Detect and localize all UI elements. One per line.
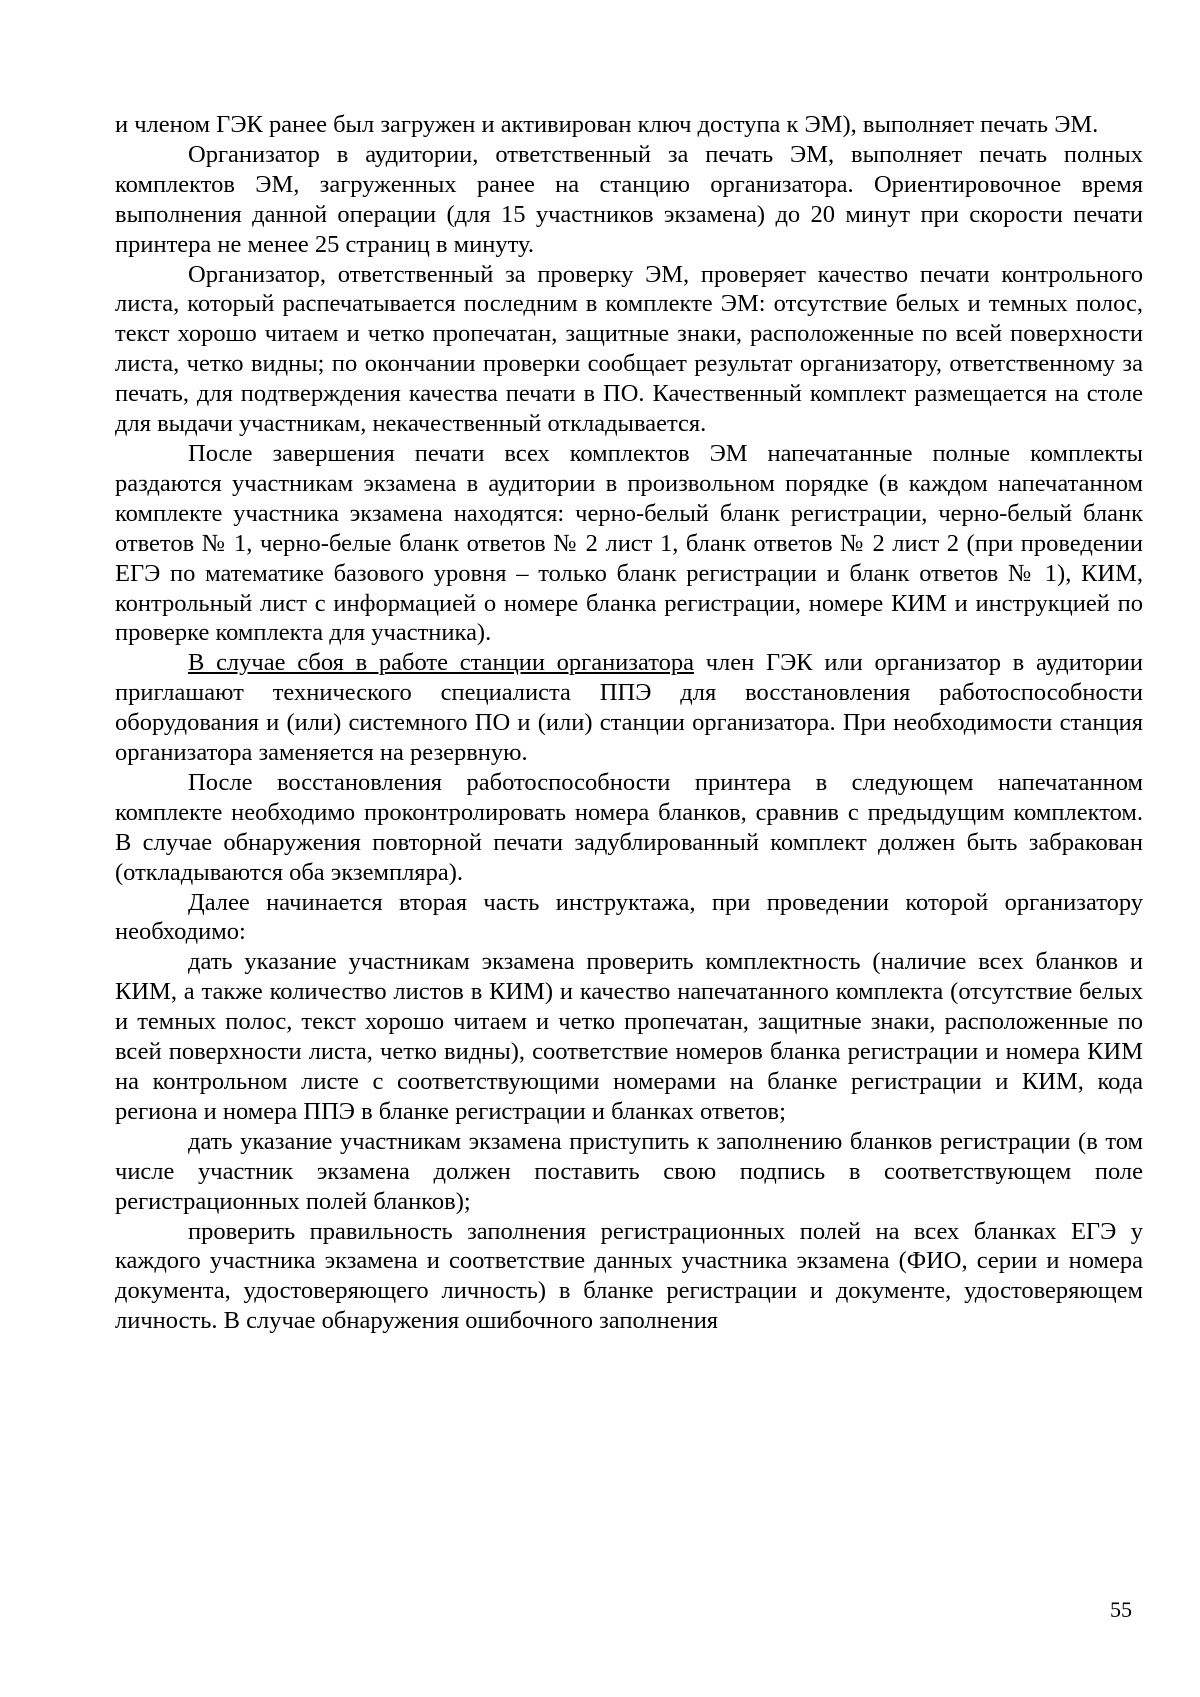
underlined-phrase: В случае сбоя в работе станции организатора	[188, 649, 694, 677]
body-text	[115, 110, 1143, 1336]
paragraph-1: и членом ГЭК ранее был загружен и активирован ключ доступа к ЭМ), выполняет печать ЭМ.	[115, 111, 1099, 138]
paragraph-5-rest: член ГЭК или организатор в аудитории приглашают технического специалиста ППЭ для восстановления работоспособности оборудования и (или) системного ПО и (или) станции организатора. При необходимости станция организатора заменяется на резервную.	[115, 649, 1143, 767]
paragraph-6: После восстановления работоспособности принтера в следующем напечатанном комплекте необходимо проконтролировать номера бланков, сравнив с предыдущим комплектом. В случае обнаружения повторной печати задублированный комплект должен быть забракован (откладываются оба экземпляра).	[115, 768, 1143, 886]
paragraph-7: Далее начинается вторая часть инструктажа, при проведении которой организатору необходимо:	[115, 888, 1143, 946]
paragraph-5	[115, 648, 1143, 768]
paragraph-4: После завершения печати всех комплектов ЭМ напечатанные полные комплекты раздаются участникам экзамена в аудитории в произвольном порядке (в каждом напечатанном комплекте участника экзамена находятся: черно-белый бланк регистрации, черно-белый бланк ответов № 1, черно-белые бланк ответов № 2 лист 1, бланк ответов № 2 лист 2 (при проведении ЕГЭ по математике базового уровня – только бланк регистрации и бланк ответов № 1), КИМ, контрольный лист с информацией о номере бланка регистрации, номере КИМ и инструкцией по проверке комплекта для участника).	[115, 439, 1143, 647]
page-number: 55	[1110, 1597, 1132, 1622]
paragraph-9: дать указание участникам экзамена приступить к заполнению бланков регистрации (в том числе участник экзамена должен поставить свою подпись в соответствующем поле регистрационных полей бланков);	[115, 1127, 1143, 1215]
paragraph-8: дать указание участникам экзамена проверить комплектность (наличие всех бланков и КИМ, а также количество листов в КИМ) и качество напечатанного комплекта (отсутствие белых и темных полос, текст хорошо читаем и четко пропечатан, защитные знаки, расположенные по всей поверхности листа, четко видны), соответствие номеров бланка регистрации и номера КИМ на контрольном листе с соответствующими номерами на бланке регистрации и КИМ, кода региона и номера ППЭ в бланке регистрации и бланках ответов;	[115, 948, 1143, 1125]
paragraph-3: Организатор, ответственный за проверку ЭМ, проверяет качество печати контрольного листа, который распечатывается последним в комплекте ЭМ: отсутствие белых и темных полос, текст хорошо читаем и четко пропечатан, защитные знаки, расположенные по всей поверхности листа, четко видны; по окончании проверки сообщает результат организатору, ответственному за печать, для подтверждения качества печати в ПО. Качественный комплект размещается на столе для выдачи участникам, некачественный откладывается.	[115, 260, 1143, 438]
paragraph-2: Организатор в аудитории, ответственный за печать ЭМ, выполняет печать полных комплектов ЭМ, загруженных ранее на станцию организатора. Ориентировочное время выполнения данной операции (для 15 участников экзамена) до 20 минут при скорости печати принтера не менее 25 страниц в минуту.	[115, 140, 1143, 258]
paragraph-10: проверить правильность заполнения регистрационных полей на всех бланках ЕГЭ у каждого участника экзамена и соответствие данных участника экзамена (ФИО, серии и номера документа, удостоверяющего личность) в бланке регистрации и документе, удостоверяющем личность. В случае обнаружения ошибочного заполнения	[115, 1217, 1143, 1335]
